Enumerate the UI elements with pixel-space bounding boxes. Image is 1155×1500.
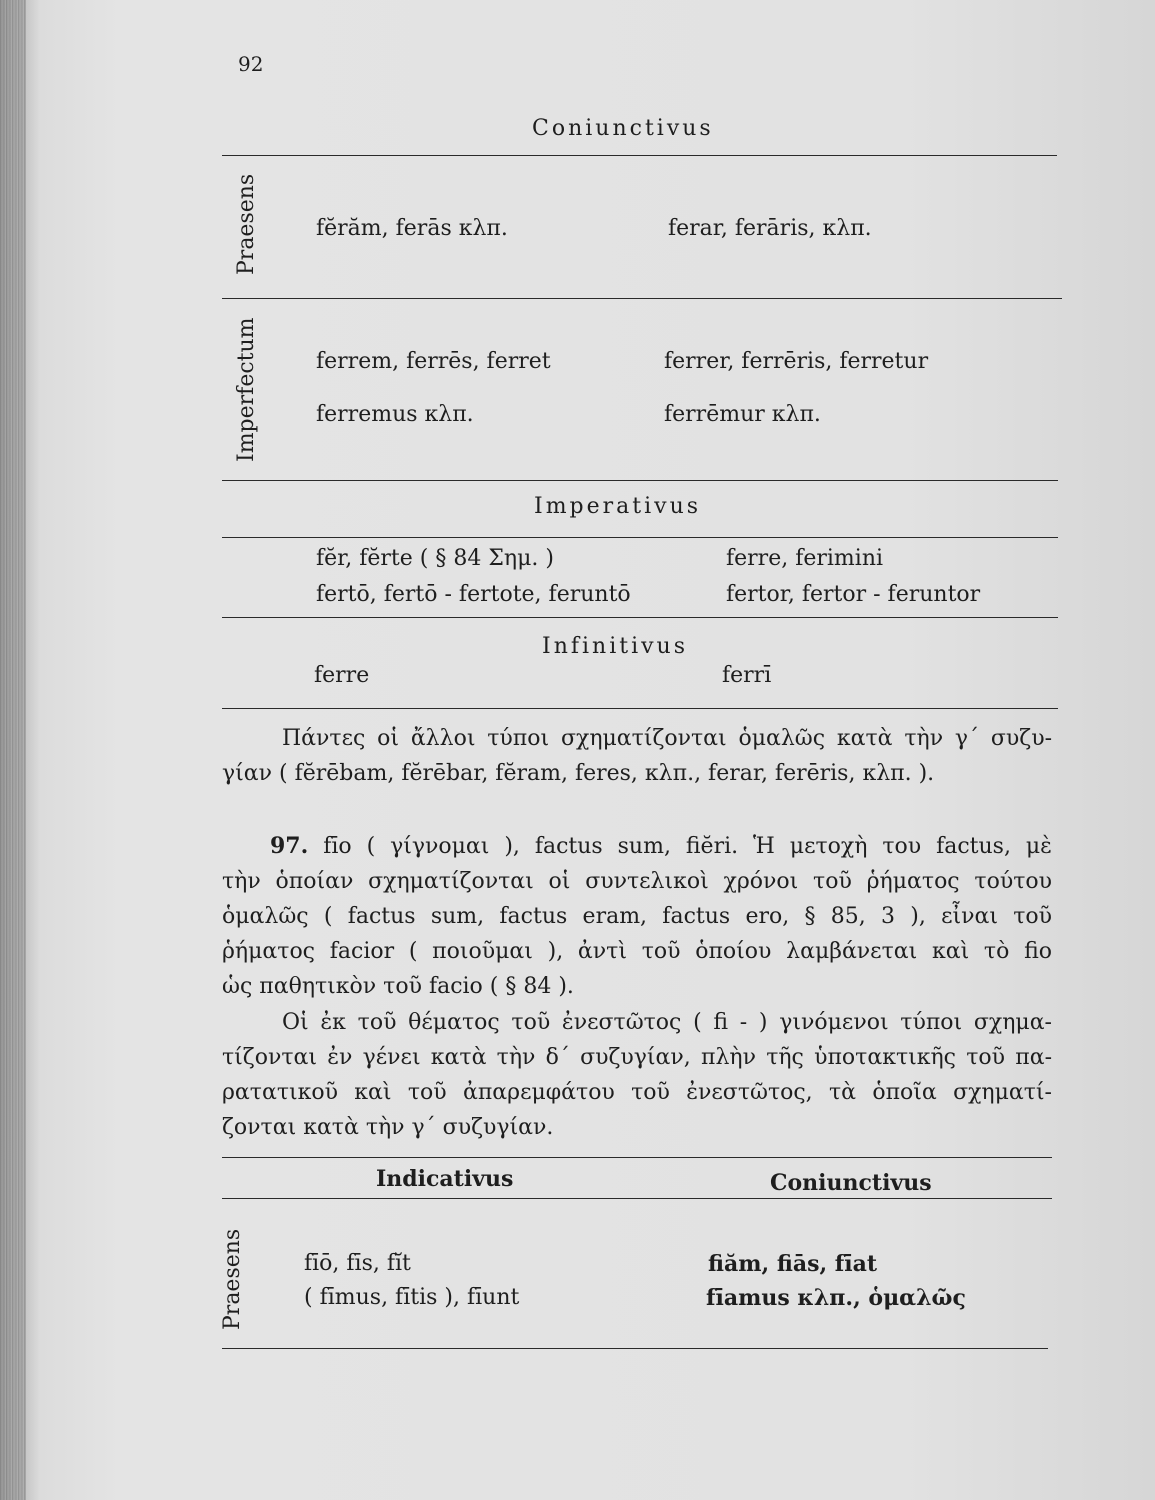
paragraph-present-stem-first-line bbox=[282, 1005, 1052, 1040]
rule bbox=[222, 708, 1058, 709]
text-line: ζονται κατὰ τὴν γ΄ συζυγίαν. bbox=[222, 1115, 554, 1140]
paragraph-all-other-forms-cont bbox=[222, 756, 1052, 791]
rule bbox=[222, 537, 1058, 538]
fio-coniunctivus-2: fīamus κλπ., ὁμαλῶς bbox=[706, 1285, 966, 1311]
paragraph-all-other-forms bbox=[282, 721, 1052, 756]
rule bbox=[222, 617, 1058, 618]
fio-coniunctivus-1: fiăm, fiās, fīat bbox=[708, 1251, 878, 1277]
row-label-praesens: Praesens bbox=[220, 1228, 245, 1330]
text-line: τὴν ὁποίαν σχηματίζονται οἱ συντελικοὶ χρόνοι τοῦ ῥήματος τούτου bbox=[222, 869, 1052, 894]
rule bbox=[222, 480, 1058, 481]
fio-indicativus-2: ( fīmus, fītis ), fīunt bbox=[304, 1285, 520, 1310]
col-header-coniunctivus: Coniunctivus bbox=[770, 1170, 932, 1196]
imperativus-active-2: fertō, fertō - fertote, feruntō bbox=[316, 582, 631, 607]
col-header-indicativus: Indicativus bbox=[376, 1166, 514, 1192]
rule bbox=[222, 298, 1062, 299]
rule bbox=[222, 1198, 1052, 1199]
coniunctivus-heading: Coniunctivus bbox=[532, 116, 714, 141]
conj-praesens-active: fĕrăm, ferās κλπ. bbox=[316, 216, 508, 241]
rule bbox=[222, 155, 1057, 156]
paragraph-present-stem-body bbox=[222, 1040, 1052, 1145]
conj-imperfectum-passive-1: ferrer, ferrēris, ferretur bbox=[664, 349, 929, 374]
text-line: τίζονται ἐν γένει κατὰ τὴν δ΄ συζυγίαν, πλὴν τῆς ὑποτακτικῆς τοῦ πα- bbox=[222, 1045, 1052, 1070]
imperativus-active-1: fĕr, fĕrte ( § 84 Σημ. ) bbox=[316, 546, 554, 571]
section-97-first-line bbox=[270, 829, 1052, 864]
text-line: ρατατικοῦ καὶ τοῦ ἀπαρεμφάτου τοῦ ἐνεστῶτος, τὰ ὁποῖα σχηματί- bbox=[222, 1080, 1052, 1105]
text-line bbox=[270, 829, 1052, 864]
conj-praesens-passive: ferar, ferāris, κλπ. bbox=[668, 216, 872, 241]
infinitivus-active: ferre bbox=[314, 663, 370, 688]
text-line: Οἱ ἐκ τοῦ θέματος τοῦ ἐνεστῶτος ( fi - ) γινόμενοι τύποι σχημα- bbox=[282, 1010, 1052, 1035]
imperativus-passive-2: fertor, fertor - feruntor bbox=[726, 582, 981, 607]
row-label-praesens: Praesens bbox=[234, 173, 259, 275]
imperativus-heading: Imperativus bbox=[534, 494, 702, 519]
imperativus-passive-1: ferre, ferimini bbox=[726, 546, 884, 571]
rule bbox=[222, 1157, 1052, 1158]
conj-imperfectum-active-2: ferremus κλπ. bbox=[316, 402, 474, 427]
section-number: 97. bbox=[270, 833, 309, 859]
text-line: ῥήματος facior ( ποιοῦμαι ), ἀντὶ τοῦ ὁποίου λαμβάνεται καὶ τὸ fio bbox=[222, 939, 1052, 964]
text-line-content: fīo ( γίγνομαι ), factus sum, fiĕri. Ἡ μετοχὴ του factus, μὲ bbox=[308, 834, 1052, 859]
row-label-imperfectum: Imperfectum bbox=[234, 317, 259, 462]
section-97-body bbox=[222, 864, 1052, 1004]
rule bbox=[222, 1348, 1048, 1349]
conj-imperfectum-active-1: ferrem, ferrēs, ferret bbox=[316, 349, 551, 374]
conj-imperfectum-passive-2: ferrēmur κλπ. bbox=[664, 402, 821, 427]
text-line: γίαν ( fĕrēbam, fĕrēbar, fĕram, feres, κλπ., ferar, ferēris, κλπ. ). bbox=[222, 761, 935, 786]
infinitivus-passive: ferrī bbox=[722, 663, 772, 688]
text-line: Πάντες οἱ ἄλλοι τύποι σχηματίζονται ὁμαλῶς κατὰ τὴν γ΄ συζυ- bbox=[282, 726, 1052, 751]
page-number: 92 bbox=[238, 52, 264, 76]
fio-indicativus-1: fīō, fīs, fĭt bbox=[304, 1251, 411, 1276]
text-line: ὁμαλῶς ( factus sum, factus eram, factus ero, § 85, 3 ), εἶναι τοῦ bbox=[222, 904, 1052, 929]
infinitivus-heading: Infinitivus bbox=[542, 634, 689, 659]
text-line: ὡς παθητικὸν τοῦ facio ( § 84 ). bbox=[222, 974, 574, 999]
book-spine-edge bbox=[0, 0, 26, 1500]
